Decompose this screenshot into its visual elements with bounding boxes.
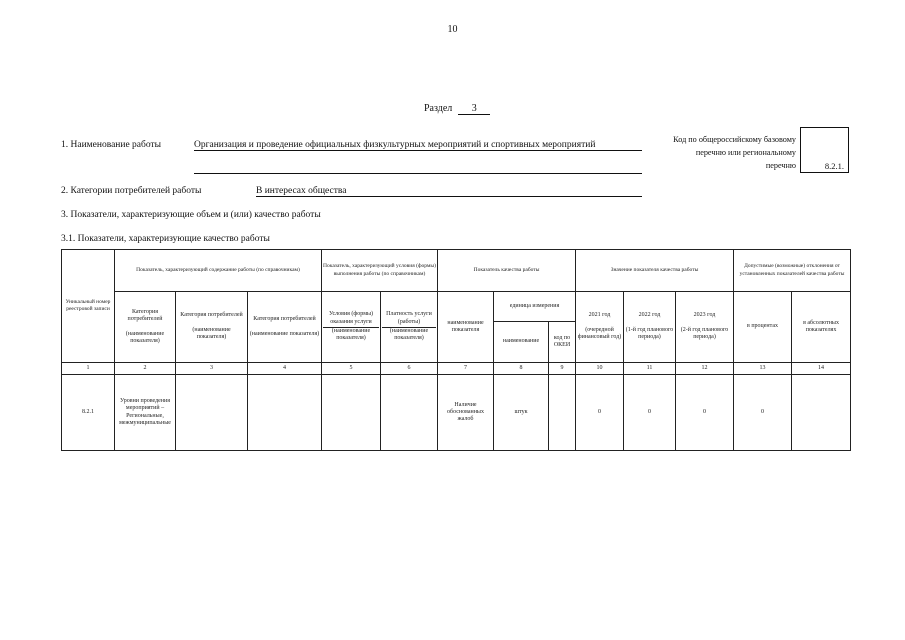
quality-title: 3.1. Показатели, характеризующие качество работы (61, 234, 270, 244)
work-name-label: 1. Наименование работы (61, 140, 162, 150)
indicators-title: 3. Показатели, характеризующие объем и (или) качество работы (61, 210, 321, 220)
section-label: Раздел (424, 103, 453, 114)
category-3-label: Категория потребителей (253, 316, 316, 323)
header-2022 (624, 292, 676, 363)
cell-2022: 0 (624, 375, 676, 451)
header-unit-name: наименование (494, 322, 549, 363)
category-2-label: Категория потребителей (180, 312, 243, 319)
code-box (800, 127, 849, 173)
col-num-6: 6 (381, 363, 438, 375)
cell-registry: 8.2.1 (62, 375, 115, 451)
header-quality: Показатель качества работы (438, 250, 576, 292)
col-num-2: 2 (115, 363, 176, 375)
quality-table (61, 249, 851, 451)
header-indicator-name: наименование показателя (438, 292, 494, 363)
column-number-row (62, 363, 851, 375)
col-num-1: 1 (62, 363, 115, 375)
header-unit: единица измерения (494, 292, 576, 322)
cell-unit: штук (494, 375, 549, 451)
header-deviation: Допустимые (возможные) отклонения от установленных показателей качества работы (734, 250, 851, 292)
code-value: 8.2.1. (824, 161, 844, 171)
cell-dev-absolute (792, 375, 851, 451)
header-values: Значение показателя качества работы (576, 250, 734, 292)
col-num-5: 5 (322, 363, 381, 375)
year-2021-sub: (очередной финансовый год) (577, 327, 622, 341)
col-num-9: 9 (549, 363, 576, 375)
category-3-sub: (наименование показателя) (249, 330, 320, 337)
header-conditions: Показатель, характеризующий условия (формы) выполнения работы (по справочникам) (322, 250, 438, 292)
col-num-3: 3 (176, 363, 248, 375)
header-conditions-form (322, 292, 381, 363)
header-payment (381, 292, 438, 363)
cell-category-3 (248, 375, 322, 451)
cell-dev-percent: 0 (734, 375, 792, 451)
header-category-2 (176, 292, 248, 363)
cell-okei (549, 375, 576, 451)
conditions-form-label: Условия (формы) оказания услуги (323, 311, 379, 328)
work-name-value: Организация и проведение официальных физкультурных мероприятий и спортивных мероприятий (194, 140, 642, 151)
code-label-line1: Код по общероссийскому базовому (673, 135, 796, 144)
col-num-14: 14 (792, 363, 851, 375)
page-number: 10 (447, 24, 458, 35)
category-1-label: Категория потребителей (127, 308, 163, 323)
cell-2023: 0 (676, 375, 734, 451)
year-2022-label: 2022 год (638, 312, 661, 319)
header-dev-percent: в процентах (734, 292, 792, 363)
category-2-sub: (наименование показателя) (192, 327, 231, 341)
cell-category-2 (176, 375, 248, 451)
cell-payment (381, 375, 438, 451)
col-num-8: 8 (494, 363, 549, 375)
col-num-11: 11 (624, 363, 676, 375)
cell-indicator: Наличие обоснованных жалоб (438, 375, 494, 451)
code-label-line2: перечню или региональному (695, 148, 796, 157)
col-num-10: 10 (576, 363, 624, 375)
code-label-line3: перечню (765, 161, 796, 170)
cell-2021: 0 (576, 375, 624, 451)
header-2021 (576, 292, 624, 363)
year-2022-sub: (1-й год планового периода) (625, 327, 674, 341)
cell-conditions (322, 375, 381, 451)
consumers-value: В интересах общества (256, 186, 642, 197)
col-num-4: 4 (248, 363, 322, 375)
header-category-1 (115, 292, 176, 363)
section-number: 3 (458, 103, 490, 115)
header-unit-code: код по ОКЕИ (549, 322, 576, 363)
col-num-12: 12 (676, 363, 734, 375)
col-num-13: 13 (734, 363, 792, 375)
code-label (648, 133, 796, 172)
section-heading (424, 103, 490, 115)
header-content: Показатель, характеризующий содержание работы (по справочникам) (115, 250, 322, 292)
category-1-sub: (наименование показателя) (125, 330, 165, 344)
table-row (62, 375, 851, 451)
header-dev-absolute: в абсолютных показателях (792, 292, 851, 363)
header-2023 (676, 292, 734, 363)
work-name-line2 (194, 173, 642, 174)
year-2023-label: 2023 год (693, 312, 716, 319)
header-category-3 (248, 292, 322, 363)
header-registry: Уникальный номер реестровой записи (62, 250, 115, 363)
year-2023-sub: (2-й год планового периода) (680, 327, 729, 341)
year-2021-label: 2021 год (588, 312, 611, 319)
payment-label: Платность услуги (работы) (382, 311, 436, 328)
consumers-label: 2. Категории потребителей работы (61, 186, 202, 196)
conditions-form-sub: (наименование показателя) (331, 328, 371, 342)
cell-category: Уровни проведения мероприятий – Региональные, межмуниципальные (115, 375, 176, 451)
payment-sub: (наименование показателя) (389, 328, 429, 342)
col-num-7: 7 (438, 363, 494, 375)
